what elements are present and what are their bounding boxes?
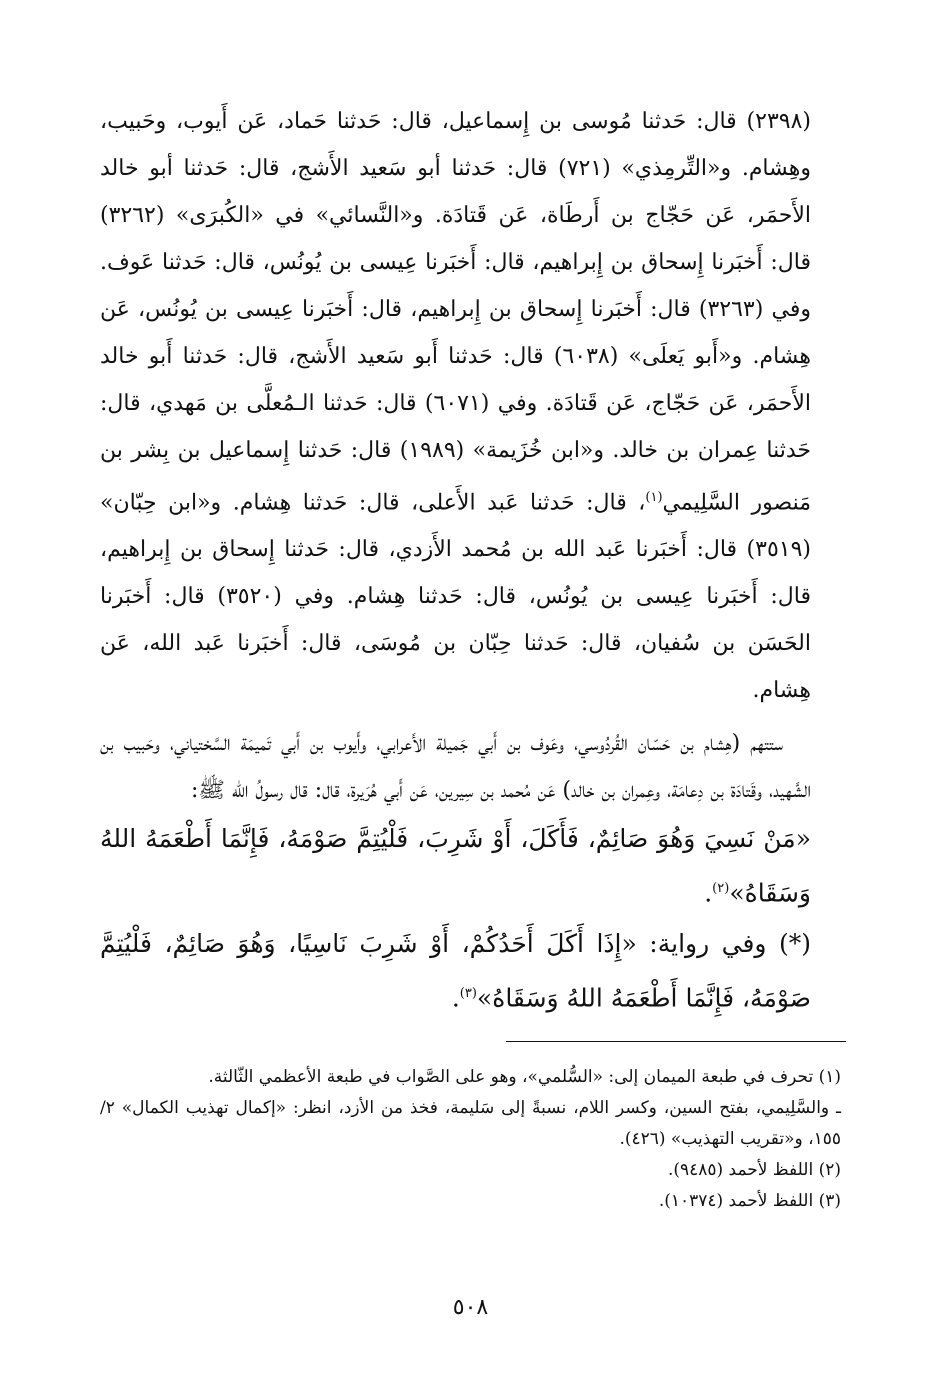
main-text-block	[100, 98, 811, 1023]
footnote-divider	[506, 1041, 846, 1042]
hadith-text: «مَنْ نَسِيَ وَهُوَ صَائِمٌ، فَأَكَلَ، أَوْ شَرِبَ، فَلْيُتِمَّ صَوْمَهُ، فَإِنَّمَا أَطْعَمَهُ اللهُ وَسَقَاهُ»	[100, 824, 811, 908]
footnote-ref-1: (١)	[645, 490, 663, 505]
variant-narration	[100, 919, 811, 1023]
page-number: ٥٠٨	[452, 1295, 489, 1320]
hadith-end-mark: .	[704, 878, 713, 908]
takhrij-text-continued: ، قال: حَدثنا عَبد الأَعلى، قال: حَدثنا هِشام. و«ابن حِبّان» (٣٥١٩) قال: أَخبَرنا عَبد الله بن مُحمد الأَزدي، قال: حَدثنا إِسحاق بن إِبراهيم، قال: أَخبَرنا عِيسى بن يُونُس، قال: حَدثنا هِشام. وفي (٣٥٢٠) قال: أَخبَرنا الحَسَن بن سُفيان، قال: حَدثنا حِبّان بن مُوسَى، قال: أَخبَرنا عَبد الله، عَن هِشام.	[100, 490, 811, 704]
footnote-2: (٢) اللفظ لأحمد (٩٤٨٥).	[667, 1160, 841, 1180]
footnote-1-line-1: (١) تحرف في طبعة الميمان إلى: «السُّلمي»، وهو على الصَّواب في طبعة الأعظمي الثّالثة.	[208, 1067, 841, 1087]
hadith-matn	[100, 814, 811, 918]
footnote-1-line-2: ـ والسَّلِيمي، بفتح السين، وكسر اللام، نسبةً إلى سَليمة، فخذ من الأزد، انظر: «إكمال تهذيب الكمال» ٢/ ١٥٥، و«تقريب التهذيب» (٤٢٦).	[100, 1098, 841, 1149]
takhrij-text: (٢٣٩٨) قال: حَدثنا مُوسى بن إِسماعيل، قال: حَدثنا حَماد، عَن أَيوب، وحَبيب، وهِشام. و«التِّرمِذي» (٧٢١) قال: حَدثنا أبو سَعيد الأَشج، قال: حَدثنا أبو خالد الأَحمَر، عَن حَجّاج بن أَرطَاة، عَن قَتادَة. و«النَّسائي» في «الكُبرَى» (٣٢٦٢) قال: أَخبَرنا إِسحاق بن إِبراهيم، قال: أَخبَرنا عِيسى بن يُونُس، قال: حَدثنا عَوف. وفي (٣٢٦٣) قال: أَخبَرنا إِسحاق بن إِبراهيم، قال: أَخبَرنا عِيسى بن يُونُس، عَن هِشام. و«أَبو يَعلَى» (٦٠٣٨) قال: حَدثنا أَبو سَعيد الأَشج، قال: حَدثنا أَبو خالد الأَحمَر، عَن حَجّاج، عَن قَتادَة. وفي (٦٠٧١) قال: حَدثنا الـمُعلَّى بن مَهدي، قال: حَدثنا عِمران بن خالد. و«ابن خُزَيمة» (١٩٨٩) قال: حَدثنا إِسماعيل بن بِشر بن مَنصور السَّلِيمي	[100, 109, 812, 516]
variant-text: (*) وفي رواية: «إِذَا أَكَلَ أَحَدُكُمْ، أَوْ شَرِبَ نَاسِيًا، وَهُوَ صَائِمٌ، فَلْيُتِمَّ صَوْمَهُ، فَإِنَّمَا أَطْعَمَهُ اللهُ وَسَقَاهُ»	[100, 928, 811, 1012]
footnote-ref-2: (٢)	[712, 881, 730, 897]
takhrij-paragraph	[100, 98, 811, 714]
footnote-ref-3: (٣)	[459, 985, 477, 1001]
isnad-summary-paragraph: ستتهم (هِشام بن حَسّان القُردُوسي، وعَوف بن أَبي جَميلة الأَعرابي، وأَيوب بن أَبي تَميمَة السَّختياني، وحَبيب بن الشَّهيد، وقَتادَة بن دِعامَة، وعِمران بن خالد) عَن مُحمد بن سِيرين، عَن أَبي هُرَيرة، قال: قال رسولُ الله ﷺ:	[100, 731, 811, 804]
footnote-3: (٣) اللفظ لأحمد (١٠٣٧٤).	[658, 1191, 841, 1211]
variant-end-mark: .	[451, 982, 460, 1012]
footnotes-block	[100, 1062, 841, 1217]
